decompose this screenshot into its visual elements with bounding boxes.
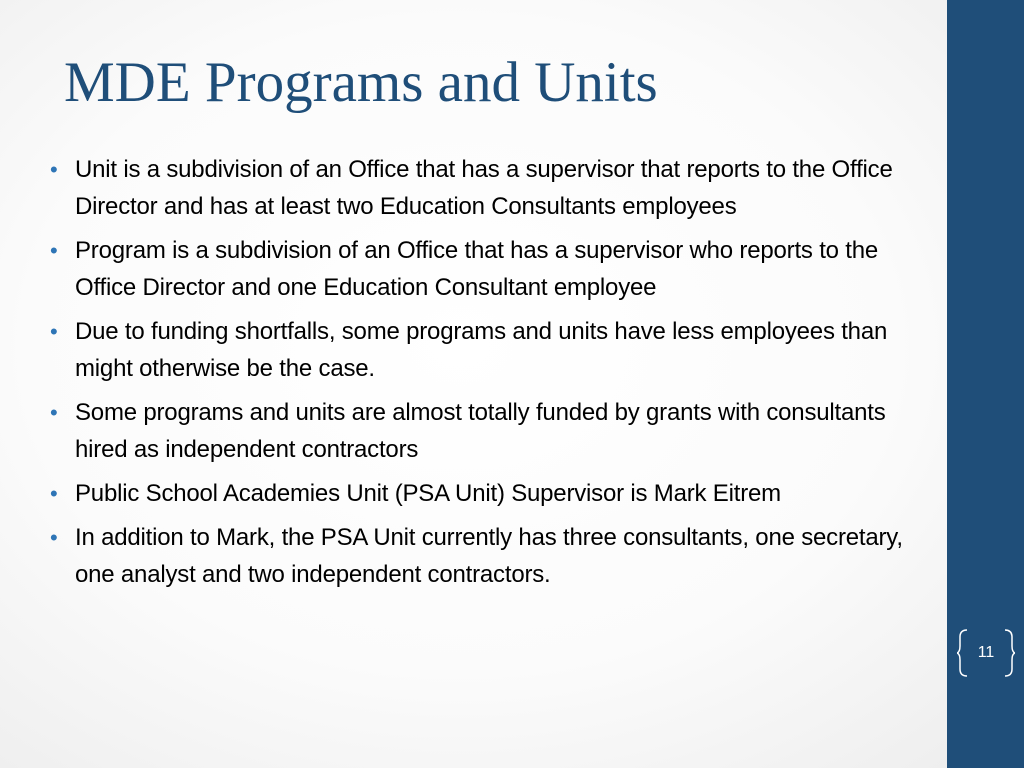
bullet-item [50,394,920,468]
bullet-item [50,475,920,512]
bullet-icon: • [50,157,58,182]
bullet-icon: • [50,481,58,506]
slide-title: MDE Programs and Units [64,51,658,114]
bullet-text: Program is a subdivision of an Office that has a supervisor who reports to the Office Director and one Education Consultant employee [75,237,879,301]
bullet-icon: • [50,400,58,425]
page-number-badge [957,628,1015,678]
bullet-item [50,151,920,225]
bullet-text: Some programs and units are almost totally funded by grants with consultants hired as independent contractors [75,399,886,463]
page-number: 11 [977,644,995,661]
bullet-text: In addition to Mark, the PSA Unit currently has three consultants, one secretary, one analyst and two independent contractors. [75,524,903,588]
bullet-list [50,151,920,600]
bullet-item [50,232,920,306]
bullet-icon: • [50,238,58,263]
bullet-icon: • [50,525,58,550]
bullet-item [50,313,920,387]
bullet-text: Unit is a subdivision of an Office that has a supervisor that reports to the Office Director and has at least two Education Consultants employees [75,156,893,220]
bullet-icon: • [50,319,58,344]
bullet-item [50,519,920,593]
bullet-text: Public School Academies Unit (PSA Unit) Supervisor is Mark Eitrem [75,480,781,507]
bullet-text: Due to funding shortfalls, some programs and units have less employees than might otherwise be the case. [75,318,888,382]
